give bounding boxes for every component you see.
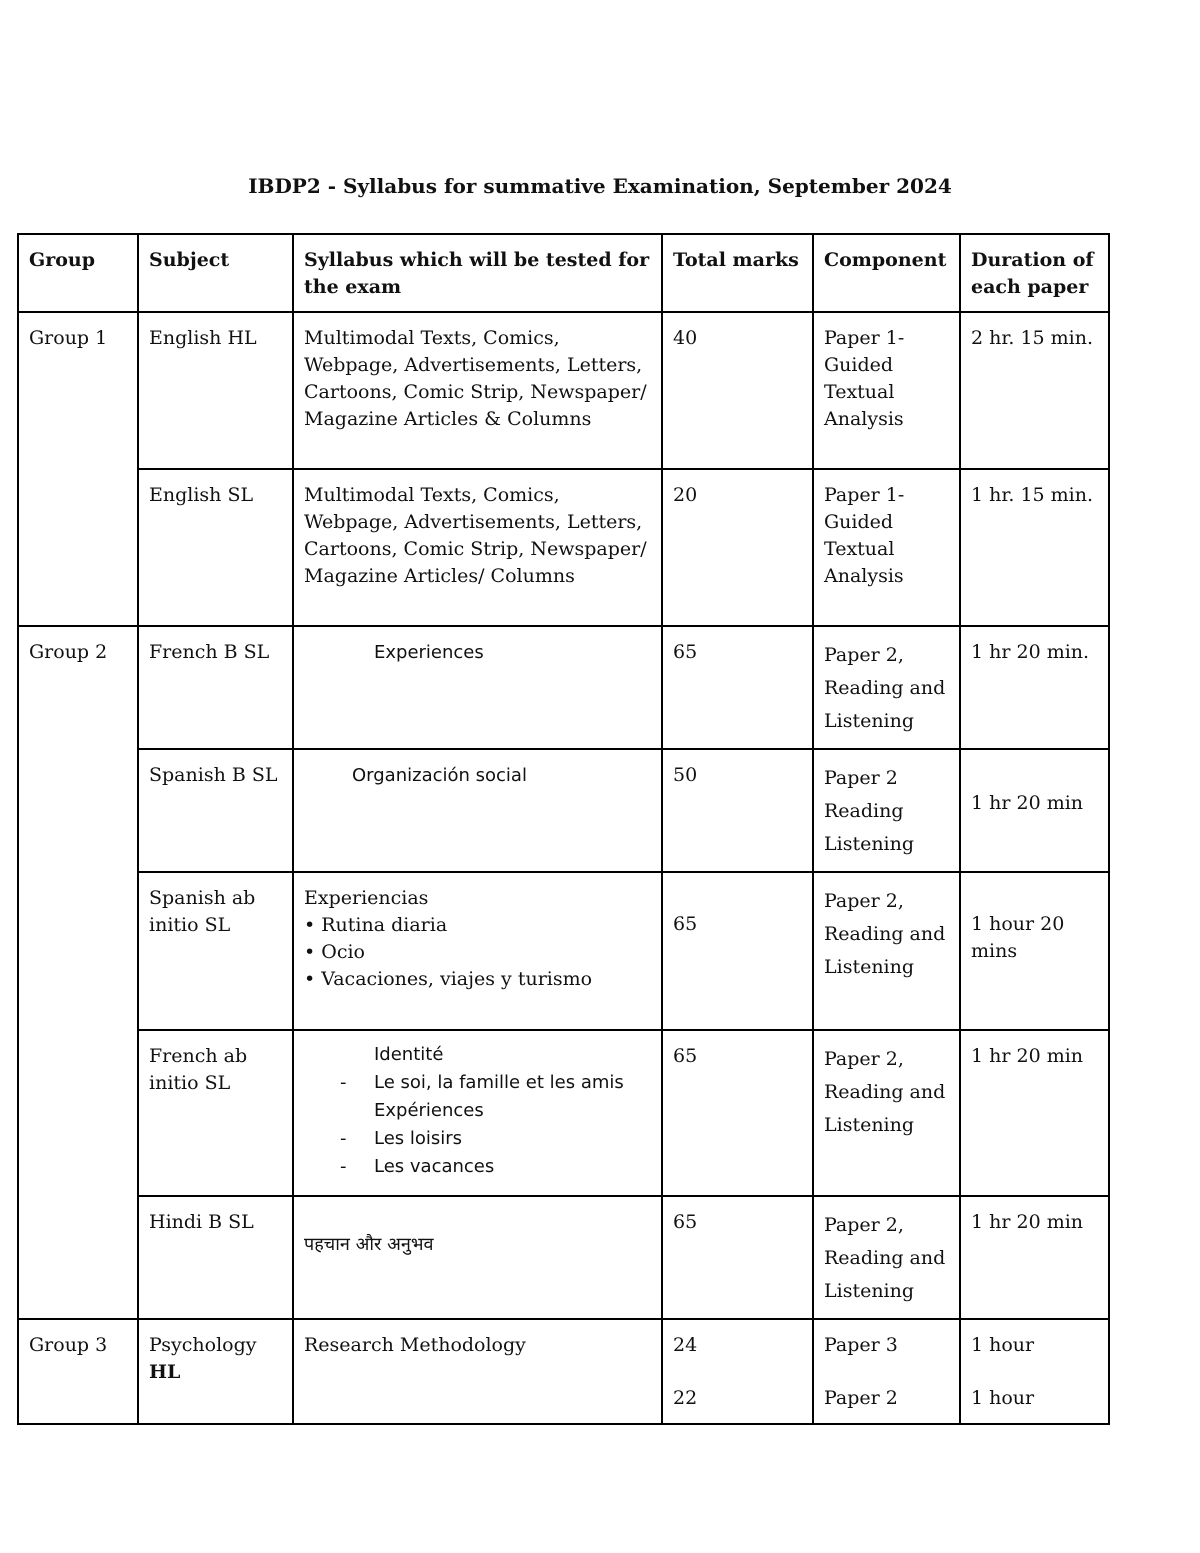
spacer	[673, 1359, 802, 1385]
syllabus-cell	[293, 1030, 662, 1196]
list-item	[304, 1125, 651, 1153]
header-marks: Total marks	[662, 234, 813, 312]
spacer	[971, 1359, 1098, 1385]
component-text: Paper 2 Reading Listening	[824, 767, 915, 855]
subject-cell: Spanish ab initio SL	[138, 872, 293, 1030]
header-row	[18, 234, 1109, 312]
syllabus-table	[17, 233, 1110, 1425]
component-cell: Paper 2, Reading and Listening	[813, 1030, 960, 1196]
component-cell	[813, 1319, 960, 1424]
table-row	[18, 626, 1109, 749]
duration-value: 1 hour	[971, 1334, 1035, 1356]
list-item	[304, 1153, 651, 1181]
duration-cell	[960, 1319, 1109, 1424]
duration-cell: 1 hr. 15 min.	[960, 469, 1109, 626]
duration-cell: 1 hr 20 min.	[960, 626, 1109, 749]
component-cell: Paper 1-Guided Textual Analysis	[813, 469, 960, 626]
duration-cell: 1 hr 20 min	[960, 749, 1109, 872]
list-item-text: Les vacances	[374, 1156, 495, 1177]
subject-cell	[138, 1319, 293, 1424]
header-subject: Subject	[138, 234, 293, 312]
group-cell: Group 1	[18, 312, 138, 626]
subject-cell: French B SL	[138, 626, 293, 749]
group-cell: Group 2	[18, 626, 138, 1319]
duration-cell: 1 hr 20 min	[960, 1030, 1109, 1196]
syllabus-cell	[293, 626, 662, 749]
subject-cell: Hindi B SL	[138, 1196, 293, 1319]
marks-cell	[662, 1319, 813, 1424]
duration-cell: 2 hr. 15 min.	[960, 312, 1109, 469]
page-title: IBDP2 - Syllabus for summative Examination, September 2024	[248, 174, 952, 198]
table-row	[18, 1196, 1109, 1319]
table-row	[18, 872, 1109, 1030]
marks-cell: 50	[662, 749, 813, 872]
syllabus-text: Experiences	[374, 642, 484, 663]
header-component: Component	[813, 234, 960, 312]
component-value: Paper 2	[824, 1387, 898, 1409]
subject-name: Psychology	[149, 1334, 257, 1356]
duration-cell: 1 hour 20 mins	[960, 872, 1109, 1030]
duration-value: 1 hour	[971, 1387, 1035, 1409]
syllabus-cell: पहचान और अनुभव	[293, 1196, 662, 1319]
header-duration: Duration of each paper	[960, 234, 1109, 312]
syllabus-cell: Research Methodology	[293, 1319, 662, 1424]
component-cell	[813, 749, 960, 872]
table-row	[18, 469, 1109, 626]
subject-cell: Spanish B SL	[138, 749, 293, 872]
dash-marker: -	[340, 1128, 347, 1149]
marks-cell: 65	[662, 1030, 813, 1196]
header-group: Group	[18, 234, 138, 312]
duration-cell: 1 hr 20 min	[960, 1196, 1109, 1319]
syllabus-cell	[293, 749, 662, 872]
list-item	[304, 1069, 651, 1097]
list-item-text: Le soi, la famille et les amis	[374, 1072, 624, 1093]
header-syllabus: Syllabus which will be tested for the exam	[293, 234, 662, 312]
component-cell: Paper 2, Reading and Listening	[813, 626, 960, 749]
syllabus-text: Organización social	[352, 765, 527, 786]
list-item-text: Les loisirs	[374, 1128, 463, 1149]
syllabus-cell: Multimodal Texts, Comics, Webpage, Advertisements, Letters, Cartoons, Comic Strip, Newspaper/ Magazine Articles/ Columns	[293, 469, 662, 626]
marks-value: 22	[673, 1387, 698, 1409]
subject-cell: English HL	[138, 312, 293, 469]
subject-level: HL	[149, 1361, 181, 1383]
component-cell: Paper 2, Reading and Listening	[813, 1196, 960, 1319]
marks-cell: 65	[662, 1196, 813, 1319]
table-row	[18, 1030, 1109, 1196]
group-cell: Group 3	[18, 1319, 138, 1424]
component-cell: Paper 2, Reading and Listening	[813, 872, 960, 1030]
marks-value: 24	[673, 1334, 698, 1356]
list-item: • Rutina diaria	[304, 914, 448, 936]
subject-cell: English SL	[138, 469, 293, 626]
dash-marker: -	[340, 1072, 347, 1093]
table-row	[18, 1319, 1109, 1424]
component-value: Paper 3	[824, 1334, 898, 1356]
table-row	[18, 749, 1109, 872]
syllabus-cell	[293, 872, 662, 1030]
spacer	[824, 1359, 949, 1385]
marks-cell: 40	[662, 312, 813, 469]
marks-cell: 65	[662, 626, 813, 749]
marks-cell: 65	[662, 872, 813, 1030]
list-item: • Ocio	[304, 941, 365, 963]
dash-marker: -	[340, 1156, 347, 1177]
subject-cell: French ab initio SL	[138, 1030, 293, 1196]
list-item: • Vacaciones, viajes y turismo	[304, 968, 593, 990]
syllabus-heading: Expériences	[374, 1100, 484, 1121]
syllabus-heading: Experiencias	[304, 887, 429, 909]
marks-cell: 20	[662, 469, 813, 626]
component-cell: Paper 1-Guided Textual Analysis	[813, 312, 960, 469]
table-row	[18, 312, 1109, 469]
syllabus-cell: Multimodal Texts, Comics, Webpage, Advertisements, Letters, Cartoons, Comic Strip, Newspaper/ Magazine Articles & Columns	[293, 312, 662, 469]
syllabus-heading: Identité	[374, 1044, 444, 1065]
